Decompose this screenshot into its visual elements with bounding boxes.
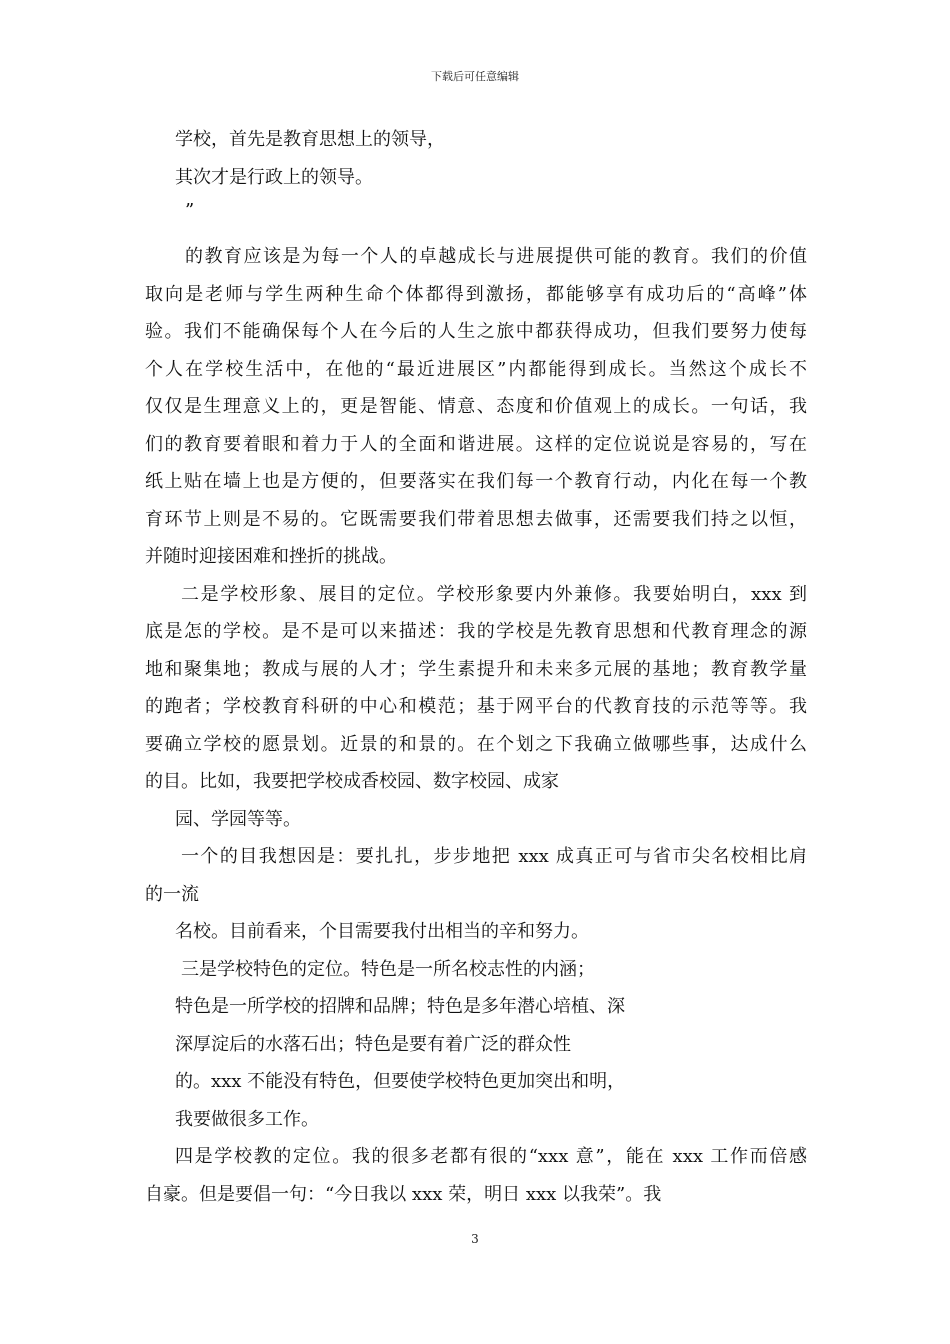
page-number: 3 (471, 1232, 479, 1246)
text-line: 个人在学校生活中，在他的“最近进展区”内都能得到成长。当然这个成长不 (145, 358, 807, 380)
text-line: 深厚淀后的水落石出；特色是要有着广泛的群众性 (175, 1033, 571, 1055)
text-line: 我要做很多工作。 (175, 1108, 319, 1130)
text-line: 二是学校形象、展目的定位。学校形象要内外兼修。我要始明白，xxx 到 (181, 583, 807, 605)
text-line: 的教育应该是为每一个人的卓越成长与进展提供可能的教育。我们的价值 (185, 246, 807, 267)
text-line: 四是学校教的定位。我的很多老都有很的“xxx 意”，能在 xxx 工作而倍感 (175, 1146, 807, 1167)
text-line: 纸上贴在墙上也是方便的，但要落实在我们每一个教育行动，内化在每一个教 (145, 471, 807, 492)
text-line: 仅仅是生理意义上的，更是智能、情意、态度和价值观上的成长。一句话，我 (145, 396, 807, 417)
text-line: 其次才是行政上的领导。 (175, 166, 373, 188)
text-line: ” (185, 200, 195, 221)
text-line: 的跑者；学校教育科研的中心和模范；基于网平台的代教育技的示范等等。我 (145, 696, 807, 717)
text-line: 名校。目前看来，个目需要我付出相当的辛和努力。 (175, 921, 589, 942)
page-header: 下载后可任意编辑 (431, 70, 519, 83)
text-line: 地和聚集地；教成与展的人才；学生素提升和未来多元展的基地；教育教学量 (145, 658, 807, 680)
text-line: 底是怎的学校。是不是可以来描述：我的学校是先教育思想和代教育理念的源 (145, 621, 807, 642)
text-line: 育环节上则是不易的。它既需要我们带着思想去做事，还需要我们持之以恒， (145, 508, 807, 530)
text-line: 自豪。但是要倡一句：“今日我以 xxx 荣，明日 xxx 以我荣”。我 (145, 1183, 662, 1205)
text-line: 取向是老师与学生两种生命个体都得到激扬，都能够享有成功后的“高峰”体 (145, 283, 807, 305)
text-line: 验。我们不能确保每个人在今后的人生之旅中都获得成功，但我们要努力使每 (145, 321, 807, 342)
text-line: 一个的目我想因是：要扎扎，步步地把 xxx 成真正可与省市尖名校相比肩 (181, 846, 807, 867)
document-body (145, 121, 807, 1213)
text-line: 学校，首先是教育思想上的领导， (175, 129, 445, 150)
text-line: 的。xxx 不能没有特色，但要使学校特色更加突出和明， (175, 1071, 626, 1092)
text-line: 的一流 (145, 883, 199, 905)
text-line: 特色是一所学校的招牌和品牌；特色是多年潜心培植、深 (175, 996, 625, 1017)
spacer (145, 226, 807, 238)
text-line: 并随时迎接困难和挫折的挑战。 (145, 546, 397, 567)
text-line: 的目。比如，我要把学校成香校园、数字校园、成家 (145, 771, 559, 792)
text-line: 们的教育要着眼和着力于人的全面和谐进展。这样的定位说说是容易的，写在 (145, 433, 807, 455)
text-line: 三是学校特色的定位。特色是一所名校志性的内涵； (181, 958, 595, 980)
text-line: 要确立学校的愿景划。近景的和景的。在个划之下我确立做哪些事，达成什么 (145, 733, 807, 755)
text-line: 园、学园等等。 (175, 808, 301, 830)
